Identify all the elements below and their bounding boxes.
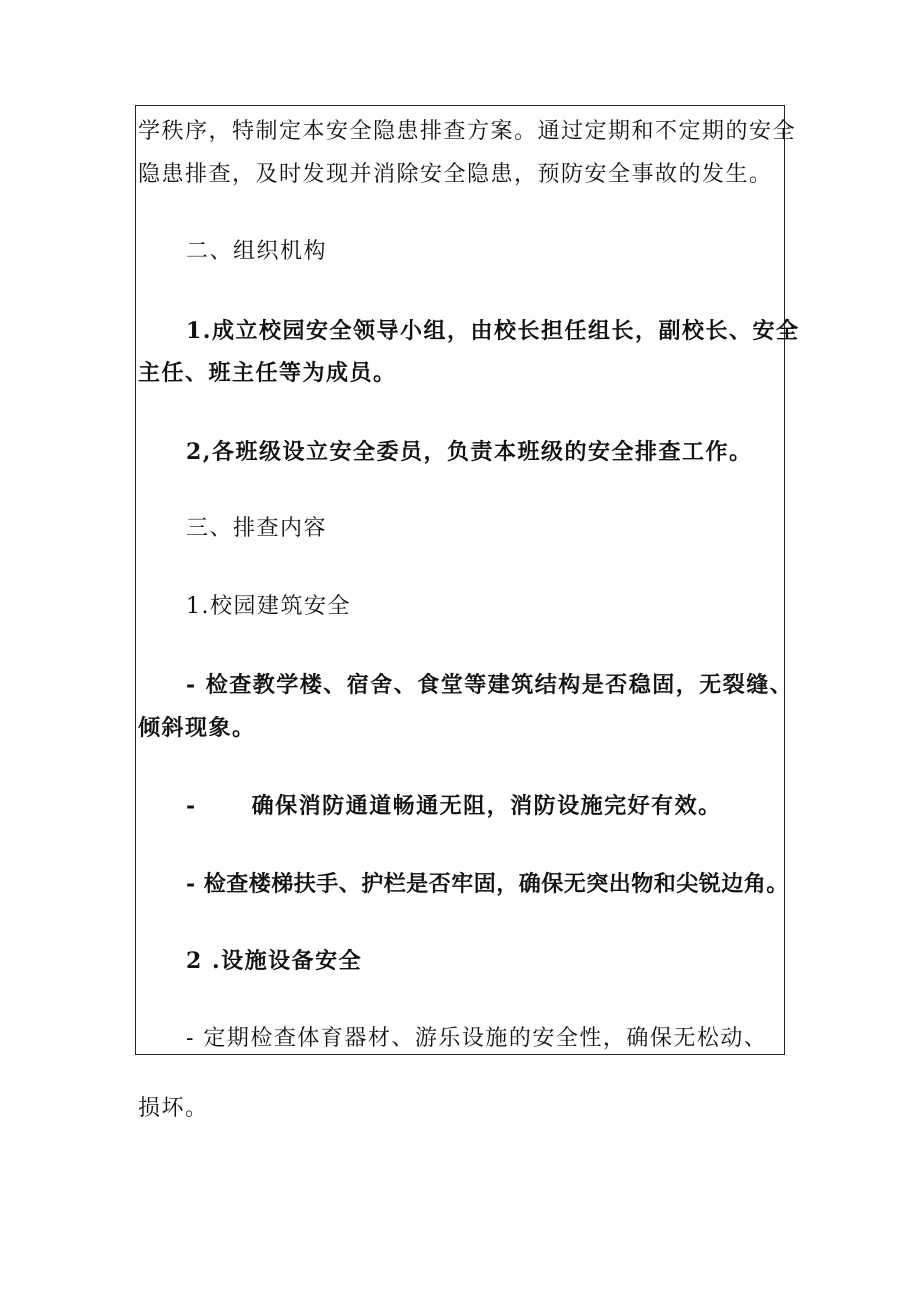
list-item: - 检查楼梯扶手、护栏是否牢固，确保无突出物和尖锐边角。	[186, 871, 789, 897]
body-text-line: 2,各班级设立安全委员，负责本班级的安全排查工作。	[186, 439, 753, 465]
body-text-line: 1.成立校园安全领导小组，由校长担任组长，副校长、安全	[186, 318, 800, 344]
list-item: - 定期检查体育器材、游乐设施的安全性，确保无松动、	[186, 1026, 768, 1051]
body-text-line: 主任、班主任等为成员。	[138, 360, 397, 386]
list-item-continuation: 损坏。	[138, 1096, 209, 1121]
section-heading: 三、排查内容	[186, 516, 328, 541]
list-item-continuation: 倾斜现象。	[138, 715, 256, 741]
section-heading: 二、组织机构	[186, 239, 328, 264]
body-text-line: 隐患排查，及时发现并消除安全隐患，预防安全事故的发生。	[138, 162, 773, 187]
subsection-heading: 1.校园建筑安全	[186, 594, 351, 619]
list-item: - 检查教学楼、宿舍、食堂等建筑结构是否稳固，无裂缝、	[186, 672, 794, 698]
body-text-line: 学秩序，特制定本安全隐患排查方案。通过定期和不定期的安全	[138, 119, 797, 144]
subsection-heading: 2 .设施设备安全	[186, 948, 363, 974]
list-item: - 确保消防通道畅通无阻，消防设施完好有效。	[186, 793, 722, 819]
